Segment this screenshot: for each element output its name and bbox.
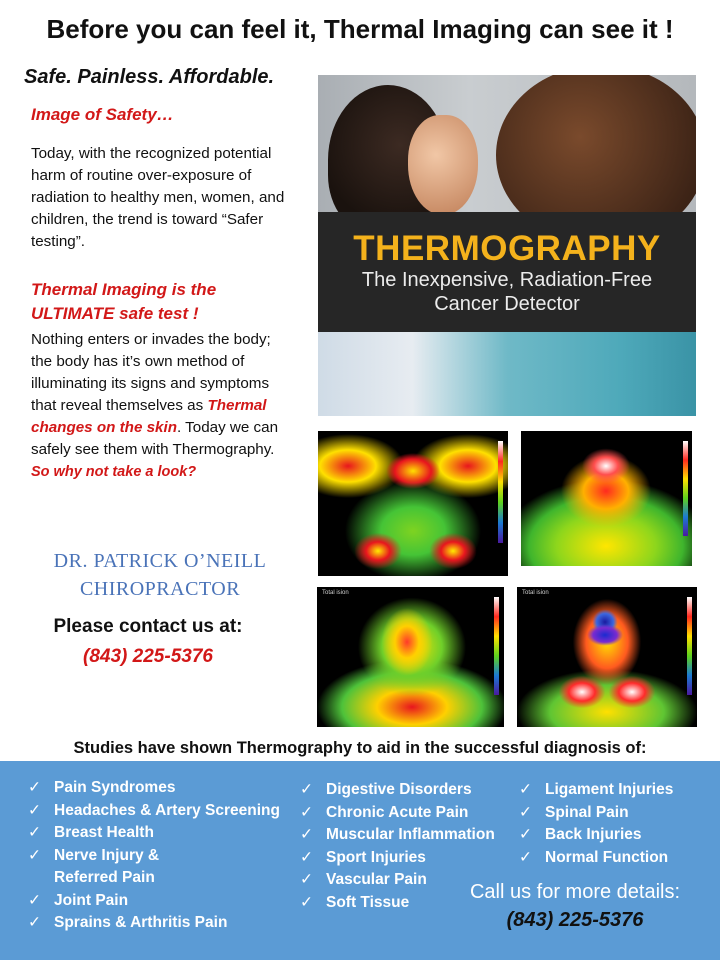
conditions-column-3 bbox=[519, 779, 673, 869]
check-icon: ✓ bbox=[28, 846, 41, 864]
condition-item: ✓ Back Injuries bbox=[519, 824, 673, 847]
condition-item: ✓ Breast Health bbox=[28, 822, 280, 845]
condition-item: ✓ Normal Function bbox=[519, 847, 673, 870]
technician-face bbox=[408, 115, 478, 215]
call-to-action-phone[interactable]: (843) 225-5376 bbox=[506, 909, 644, 931]
doctor-block bbox=[0, 547, 320, 603]
condition-item: ✓ Joint Pain bbox=[28, 890, 280, 913]
check-icon: ✓ bbox=[300, 871, 313, 888]
body-text-part2: . Today we can safely see them with Thermography. bbox=[31, 419, 279, 458]
condition-item: ✓ Spinal Pain bbox=[519, 802, 673, 825]
check-icon: ✓ bbox=[300, 893, 313, 911]
intro-paragraph: Today, with the recognized potential harm of routine over-exposure of radiation to healthy men, women, and children, the trend is toward “Safer testing”. bbox=[31, 145, 285, 250]
thermal-scale bbox=[494, 597, 499, 695]
closing-question: So why not take a look? bbox=[31, 464, 197, 480]
thermal-image-chest bbox=[318, 431, 508, 576]
headline: Before you can feel it, Thermal Imaging can see it ! bbox=[46, 14, 674, 44]
hero-subtitle-line2: Cancer Detector bbox=[434, 293, 580, 315]
thermal-scale bbox=[498, 441, 503, 543]
doctor-name: DR. PATRICK O’NEILL bbox=[53, 550, 267, 572]
check-icon: ✓ bbox=[28, 779, 41, 796]
thermal-image-face-front bbox=[317, 587, 504, 727]
call-to-action-label: Call us for more details: bbox=[469, 881, 681, 903]
condition-item: ✓ Digestive Disorders bbox=[300, 779, 495, 802]
condition-item: ✓ Vascular Pain bbox=[300, 869, 495, 892]
thermal-label: Total ision bbox=[522, 590, 549, 596]
condition-item-continuation: Referred Pain bbox=[54, 869, 155, 886]
condition-item: ✓ Muscular Inflammation bbox=[300, 824, 495, 847]
thermal-image-face-side bbox=[517, 587, 697, 727]
check-icon: ✓ bbox=[519, 826, 532, 843]
thermal-scale bbox=[687, 597, 692, 695]
studies-panel bbox=[0, 761, 720, 960]
condition-item: ✓ Sprains & Arthritis Pain bbox=[28, 912, 280, 935]
thermal-label: Total ision bbox=[322, 590, 349, 596]
check-icon: ✓ bbox=[28, 914, 41, 931]
check-icon: ✓ bbox=[28, 824, 41, 841]
thermal-image-neck bbox=[521, 431, 692, 566]
body-paragraph bbox=[31, 329, 293, 483]
condition-item: ✓ Pain Syndromes bbox=[28, 777, 280, 800]
check-icon: ✓ bbox=[28, 891, 41, 909]
check-icon: ✓ bbox=[519, 803, 532, 821]
condition-item: ✓ Chronic Acute Pain bbox=[300, 802, 495, 825]
conditions-column-1 bbox=[28, 777, 280, 935]
hero-image bbox=[318, 75, 696, 416]
condition-item: ✓ Sport Injuries bbox=[300, 847, 495, 870]
check-icon: ✓ bbox=[519, 848, 532, 866]
condition-item: ✓ Headaches & Artery Screening bbox=[28, 800, 280, 823]
safety-heading: Image of Safety… bbox=[31, 105, 174, 124]
check-icon: ✓ bbox=[300, 826, 313, 843]
check-icon: ✓ bbox=[519, 781, 532, 798]
condition-item: ✓ Nerve Injury & bbox=[28, 845, 280, 868]
thermal-scale bbox=[683, 441, 688, 536]
check-icon: ✓ bbox=[300, 781, 313, 798]
ultimate-heading: Thermal Imaging is the ULTIMATE safe test ! bbox=[31, 280, 217, 323]
hero-subtitle-line1: The Inexpensive, Radiation-Free bbox=[361, 269, 653, 291]
check-icon: ✓ bbox=[300, 848, 313, 866]
contact-label: Please contact us at: bbox=[53, 616, 243, 637]
hero-gown bbox=[318, 332, 696, 416]
contact-phone[interactable]: (843) 225-5376 bbox=[83, 646, 213, 667]
condition-item: ✓ Soft Tissue bbox=[300, 892, 495, 915]
body-highlight: Thermal changes on the skin bbox=[31, 397, 267, 436]
tagline: Safe. Painless. Affordable. bbox=[24, 66, 275, 88]
condition-item: ✓ Ligament Injuries bbox=[519, 779, 673, 802]
check-icon: ✓ bbox=[300, 803, 313, 821]
studies-heading: Studies have shown Thermography to aid in the successful diagnosis of: bbox=[73, 739, 647, 757]
body-text-part1: Nothing enters or invades the body; the body has it’s own method of illuminating its signs and symptoms that reveal themselves as bbox=[31, 331, 271, 414]
check-icon: ✓ bbox=[28, 801, 41, 819]
hero-title: THERMOGRAPHY bbox=[353, 229, 661, 268]
doctor-title: CHIROPRACTOR bbox=[79, 578, 241, 600]
